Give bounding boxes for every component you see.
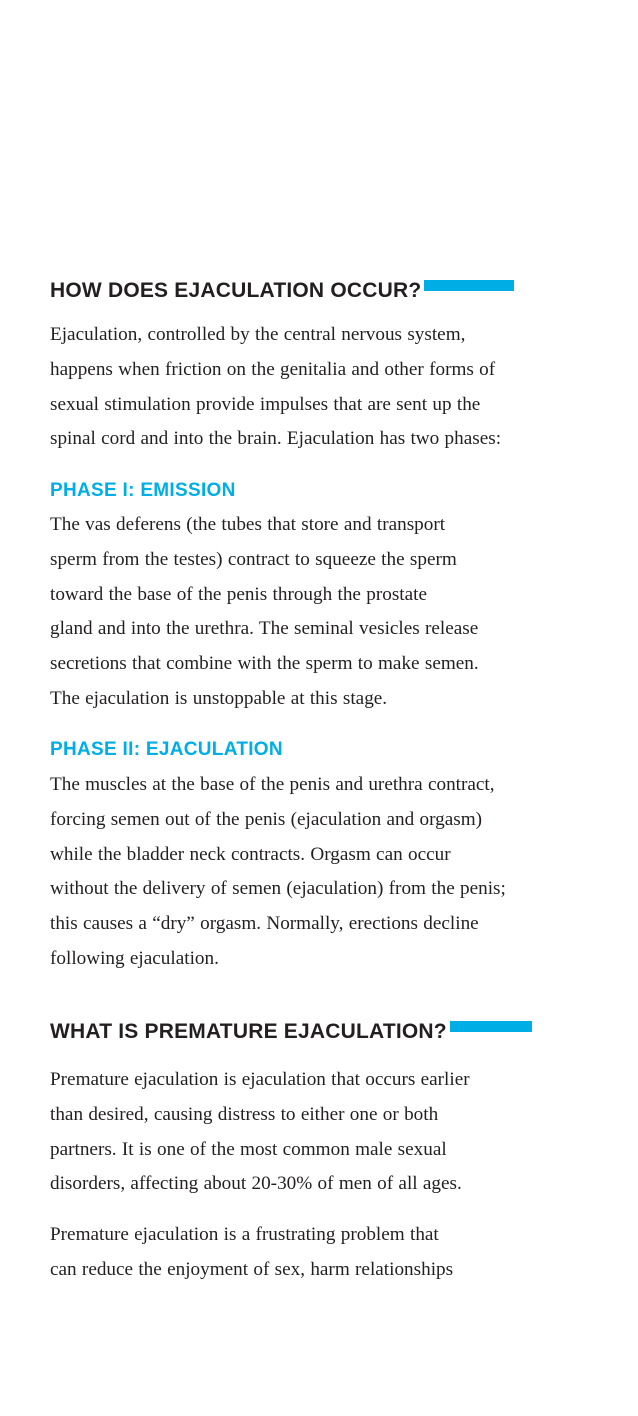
paragraph-line: happens when friction on the genitalia and other forms of — [50, 358, 496, 380]
paragraph-line: following ejaculation. — [50, 947, 219, 969]
section-heading-row — [50, 280, 514, 301]
paragraph-line: while the bladder neck contracts. Orgasm can occur — [50, 843, 451, 865]
paragraph-line: toward the base of the penis through the prostate — [50, 583, 427, 605]
paragraph-line: Ejaculation, controlled by the central nervous system, — [50, 324, 466, 345]
body-paragraph — [50, 1218, 610, 1288]
paragraph-line: sperm from the testes) contract to squeeze the sperm — [50, 548, 457, 570]
paragraph-line: The ejaculation is unstoppable at this stage. — [50, 687, 388, 709]
paragraph-line: can reduce the enjoyment of sex, harm relationships — [50, 1258, 454, 1280]
paragraph-line: without the delivery of semen (ejaculation) from the penis; — [50, 878, 506, 900]
paragraph-line: disorders, affecting about 20-30% of men of all ages. — [50, 1173, 462, 1195]
paragraph-line: Premature ejaculation is a frustrating problem that — [50, 1224, 439, 1245]
phase-paragraph — [50, 508, 610, 717]
heading-accent-bar — [424, 280, 514, 291]
phase-paragraph — [50, 768, 610, 977]
paragraph-line: The vas deferens (the tubes that store and transport — [50, 514, 446, 535]
paragraph-line: this causes a “dry” orgasm. Normally, erections decline — [50, 913, 479, 935]
paragraph-line: partners. It is one of the most common male sexual — [50, 1138, 447, 1160]
section-heading: WHAT IS PREMATURE EJACULATION? — [50, 1020, 447, 1043]
heading-accent-bar — [450, 1021, 532, 1032]
phase-subheading: PHASE I: EMISSION — [50, 480, 236, 501]
paragraph-line: forcing semen out of the penis (ejaculation and orgasm) — [50, 808, 483, 830]
paragraph-line: gland and into the urethra. The seminal vesicles release — [50, 618, 479, 640]
section-heading: HOW DOES EJACULATION OCCUR? — [50, 279, 422, 302]
paragraph-line: The muscles at the base of the penis and urethra contract, — [50, 774, 495, 795]
paragraph-line: secretions that combine with the sperm to make semen. — [50, 653, 479, 675]
body-paragraph — [50, 1063, 610, 1202]
intro-paragraph — [50, 318, 610, 457]
phase-subheading: PHASE II: EJACULATION — [50, 739, 283, 760]
paragraph-line: sexual stimulation provide impulses that are sent up the — [50, 393, 481, 415]
paragraph-line: Premature ejaculation is ejaculation that occurs earlier — [50, 1069, 470, 1090]
paragraph-line: spinal cord and into the brain. Ejaculation has two phases: — [50, 428, 502, 450]
section-heading-row — [50, 1021, 532, 1042]
paragraph-line: than desired, causing distress to either one or both — [50, 1103, 439, 1125]
